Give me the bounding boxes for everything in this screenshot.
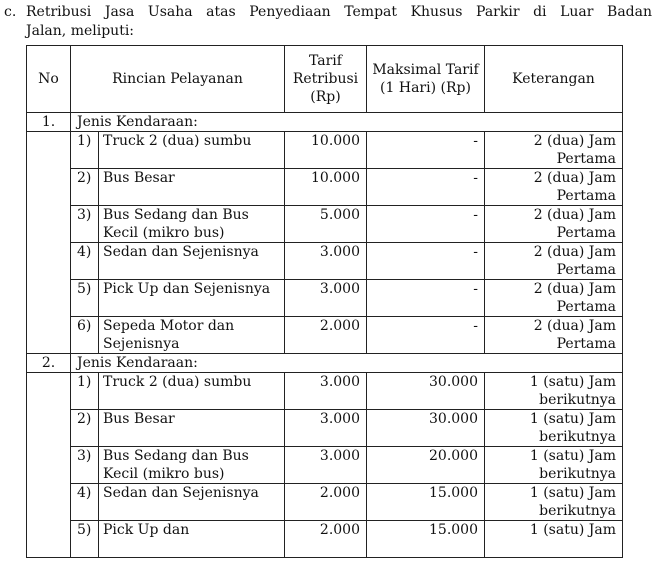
item-name: Sepeda Motor dan Sejenisnya	[99, 317, 285, 354]
item-number: 2)	[71, 169, 99, 206]
item-keterangan: 1 (satu) Jam berikutnya	[485, 410, 623, 447]
group-row	[27, 113, 623, 132]
item-keterangan: 2 (dua) Jam Pertama	[485, 317, 623, 354]
tariff-table	[26, 45, 623, 558]
table-row	[27, 484, 623, 521]
item-maksimal: 15.000	[367, 484, 485, 521]
group-label: Jenis Kendaraan:	[71, 113, 623, 132]
item-keterangan: 1 (satu) Jam berikutnya	[485, 447, 623, 484]
group-number: 1.	[27, 113, 71, 132]
item-tarif: 2.000	[285, 317, 367, 354]
item-name: Bus Sedang dan Bus Kecil (mikro bus)	[99, 206, 285, 243]
item-tarif: 3.000	[285, 447, 367, 484]
group-label: Jenis Kendaraan:	[71, 354, 623, 373]
item-maksimal: 30.000	[367, 410, 485, 447]
header-maksimal: Maksimal Tarif (1 Hari) (Rp)	[367, 46, 485, 113]
group-spacer-cell	[27, 132, 71, 354]
item-number: 2)	[71, 410, 99, 447]
item-keterangan: 2 (dua) Jam Pertama	[485, 280, 623, 317]
header-no: No	[27, 46, 71, 113]
item-number: 4)	[71, 484, 99, 521]
item-maksimal: 30.000	[367, 373, 485, 410]
item-number: 3)	[71, 447, 99, 484]
intro-line-2: Jalan, meliputi:	[26, 23, 135, 39]
header-tarif: Tarif Retribusi (Rp)	[285, 46, 367, 113]
table-row	[27, 410, 623, 447]
group-spacer-cell	[27, 373, 71, 558]
intro-line-1: Retribusi Jasa Usaha atas Penyediaan Tempat Khusus Parkir di Luar Badan	[26, 4, 652, 20]
item-keterangan: 2 (dua) Jam Pertama	[485, 243, 623, 280]
item-maksimal: 15.000	[367, 521, 485, 558]
table-row	[27, 521, 623, 558]
item-number: 5)	[71, 280, 99, 317]
table-row	[27, 447, 623, 484]
header-rincian: Rincian Pelayanan	[71, 46, 285, 113]
item-maksimal: 20.000	[367, 447, 485, 484]
item-tarif: 5.000	[285, 206, 367, 243]
item-name: Pick Up dan	[99, 521, 285, 558]
table-row	[27, 169, 623, 206]
group-row	[27, 354, 623, 373]
table-row	[27, 206, 623, 243]
item-name: Sedan dan Sejenisnya	[99, 484, 285, 521]
item-tarif: 3.000	[285, 243, 367, 280]
table-row	[27, 317, 623, 354]
item-name: Pick Up dan Sejenisnya	[99, 280, 285, 317]
item-keterangan: 1 (satu) Jam berikutnya	[485, 373, 623, 410]
item-tarif: 2.000	[285, 484, 367, 521]
item-number: 3)	[71, 206, 99, 243]
item-name: Truck 2 (dua) sumbu	[99, 132, 285, 169]
item-number: 1)	[71, 132, 99, 169]
item-keterangan: 1 (satu) Jam berikutnya	[485, 484, 623, 521]
item-name: Bus Sedang dan Bus Kecil (mikro bus)	[99, 447, 285, 484]
item-keterangan: 1 (satu) Jam	[485, 521, 623, 558]
table-row	[27, 280, 623, 317]
item-number: 6)	[71, 317, 99, 354]
table-row	[27, 132, 623, 169]
item-number: 4)	[71, 243, 99, 280]
item-name: Bus Besar	[99, 169, 285, 206]
item-name: Sedan dan Sejenisnya	[99, 243, 285, 280]
table-row	[27, 373, 623, 410]
item-tarif: 3.000	[285, 373, 367, 410]
item-tarif: 10.000	[285, 169, 367, 206]
item-maksimal: -	[367, 132, 485, 169]
item-maksimal: -	[367, 169, 485, 206]
item-number: 1)	[71, 373, 99, 410]
item-keterangan: 2 (dua) Jam Pertama	[485, 132, 623, 169]
item-keterangan: 2 (dua) Jam Pertama	[485, 169, 623, 206]
header-keterangan: Keterangan	[485, 46, 623, 113]
table-header-row	[27, 46, 623, 113]
item-tarif: 10.000	[285, 132, 367, 169]
item-number: 5)	[71, 521, 99, 558]
item-tarif: 2.000	[285, 521, 367, 558]
intro-marker: c.	[4, 4, 17, 20]
item-name: Truck 2 (dua) sumbu	[99, 373, 285, 410]
item-tarif: 3.000	[285, 410, 367, 447]
table-body	[27, 113, 623, 558]
item-maksimal: -	[367, 317, 485, 354]
table-row	[27, 243, 623, 280]
item-maksimal: -	[367, 206, 485, 243]
item-tarif: 3.000	[285, 280, 367, 317]
item-maksimal: -	[367, 280, 485, 317]
item-keterangan: 2 (dua) Jam Pertama	[485, 206, 623, 243]
item-maksimal: -	[367, 243, 485, 280]
item-name: Bus Besar	[99, 410, 285, 447]
group-number: 2.	[27, 354, 71, 373]
